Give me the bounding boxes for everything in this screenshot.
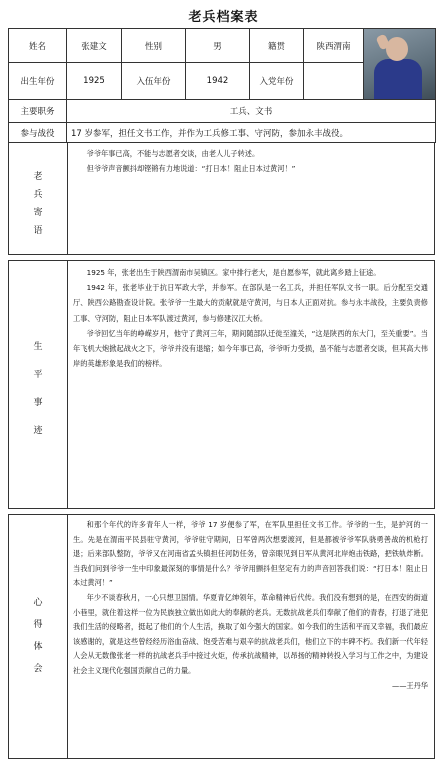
label-char: 体 (33, 642, 43, 652)
battle-label: 参与战役 (9, 123, 67, 143)
section-label (9, 143, 68, 254)
paragraph: 但爷爷声音颤抖却铿锵有力地说道：“打日本！阻止日本过黄河！” (86, 164, 296, 173)
enlist-label: 入伍年份 (122, 63, 186, 100)
label-char: 老 (33, 172, 43, 182)
label-char: 兵 (33, 190, 43, 200)
section-content (73, 265, 428, 371)
party-value (304, 63, 364, 100)
signature: ——王丹华 (392, 680, 428, 690)
label-char: 寄 (33, 208, 43, 218)
section-veteran-message (8, 142, 435, 255)
paragraph: 爷爷回忆当年的峥嵘岁月，他守了黄河三年，期间随部队迁徙至潼关，“这是陕西的东大门，至关重要”。当年飞机大炮掀起战火之下，爷爷并没有退缩；如今年事已高，爷爷听力受损，虽不能与志愿者交谈，但其高大伟岸的英雄形象是我们的榜样。 (73, 328, 428, 369)
label-char: 生 (33, 342, 43, 352)
birth-label: 出生年份 (9, 63, 67, 100)
duty-label: 主要职务 (9, 100, 67, 123)
enlist-value: 1942 (186, 63, 250, 100)
battle-value: 17 岁参军，担任文书工作，并作为工兵修工事、守河防，参加永丰战役。 (67, 123, 436, 143)
section-life-story (8, 260, 435, 509)
section-content (73, 146, 428, 176)
name-value: 张建文 (67, 29, 122, 63)
label-char: 平 (33, 370, 43, 380)
origin-value: 陕西渭南 (304, 29, 364, 63)
paragraph: 1925 年，张老出生于陕西渭南市吴镇区。家中排行老大，是自愿参军，就此离乡踏上征途。 (86, 268, 381, 277)
veteran-photo (364, 29, 436, 100)
section-content (73, 518, 428, 693)
label-char: 心 (33, 598, 43, 608)
label-char: 得 (33, 620, 43, 630)
info-table (8, 28, 436, 143)
birth-value: 1925 (67, 63, 122, 100)
origin-label: 籍贯 (250, 29, 304, 63)
name-label: 姓名 (9, 29, 67, 63)
label-char: 迹 (33, 426, 43, 436)
paragraph: 年少不谈春秋月，一心只想卫国情。华夏青亿绅领年，革命精神后代传。我们没有想到的是，在西安的街道小巷里，就住着这样一位为民族独立做出如此大的奉献的老兵。无数抗战老兵们奉献了他们的青春，打退了进犯我们生活的侵略者，挺起了他们的个人生活，换取了如今强大的国家。如今我们的生活和平而又幸福，我们最应该感谢的，就是这些曾经经历浴血奋战、饱受苦难与艰辛的抗战老兵们，他们立下的丰碑不朽。我们新一代年轻人会从无数像张老一样的抗战老兵手中接过火炬，传承抗战精神，以昂扬的精神转投入学习与工作之中，为建设社会主义现代化强国贡献自己的力量。 (73, 592, 428, 675)
section-reflections (8, 514, 435, 759)
gender-value: 男 (186, 29, 250, 63)
label-char: 事 (33, 398, 43, 408)
party-label: 入党年份 (250, 63, 304, 100)
label-char: 会 (33, 664, 43, 674)
section-label (9, 515, 68, 758)
paragraph: 和那个年代的许多青年人一样，爷爷 17 岁便参了军，在军队里担任文书工作。爷爷的一生，是护河的一生。先是在渭南平民县驻守黄河，爷爷驻守期间，日军曾两次想要渡河，但是都被爷爷军队骁勇善战的机枪打退；后来部队整防，爷爷又在河南省孟头镇担任河防任务，曾亲眼见到日军从黄河北岸炮击铁路，把铁轨炸断。当我们问到爷爷一生中印象最深刻的事情是什么？爷爷用颤抖但坚定有力的声音回答我们说：“打日本！阻止日本过黄河！” (73, 520, 428, 588)
label-char: 语 (33, 226, 43, 236)
paragraph: 爷爷年事已高，不能与志愿者交谈，由老人儿子转述。 (86, 149, 260, 158)
section-label (9, 261, 68, 508)
paragraph: 1942 年，张老毕业于抗日军政大学，并参军。在部队是一名工兵，并担任军队文书一职。后分配至交通厅、陕西公路勘查设计院。张爷爷一生最大的贡献就是守黄河，与日本人正面对抗。参与永丰战役，主要负责修工事、守河防，阻止日本军队渡过黄河，参与修建汉江大桥。 (73, 283, 428, 323)
gender-label: 性别 (122, 29, 186, 63)
duty-value: 工兵、文书 (67, 100, 436, 123)
page-title: 老兵档案表 (188, 10, 259, 25)
